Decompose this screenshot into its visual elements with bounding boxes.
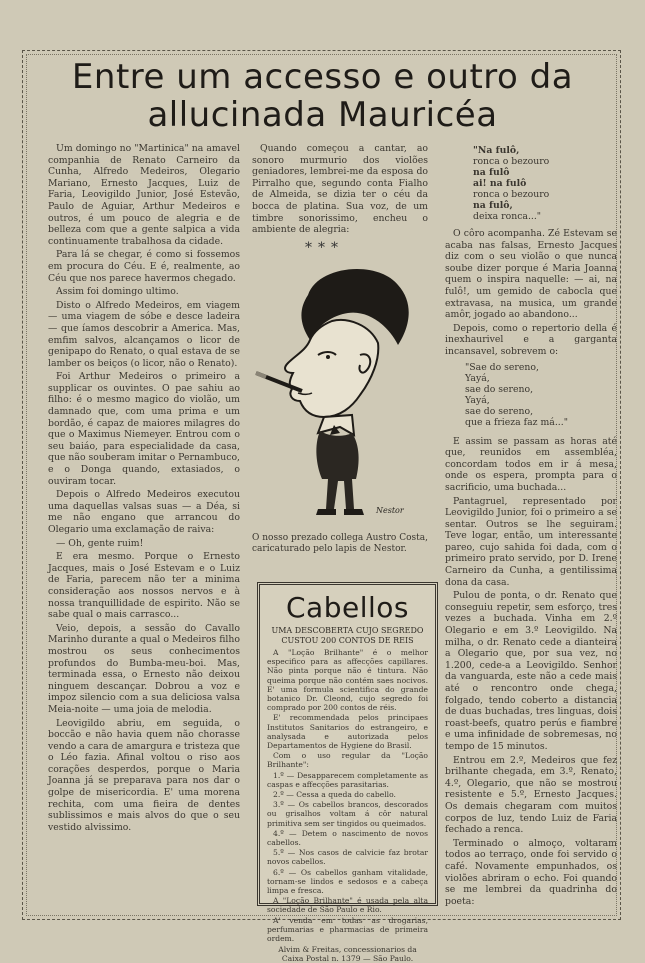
poem-line: Yayá, (465, 372, 490, 384)
ad-footer: Alvim & Freitas, concessionarios da Caixa Postal n. 1379 — São Paulo. (278, 945, 417, 963)
paragraph: Para lá se chegar, é como si fossemos em procura do Céu. E é, realmente, ao Céu que nos parece havermos chegado. (48, 249, 240, 284)
ad-paragraph: 4.º — Detem o nascimento de novos cabellos. (267, 828, 428, 848)
ad-paragraph: A' venda em todas as drogarias, perfumarias e pharmacias de primeira ordem. (267, 915, 428, 944)
ad-paragraph: A "Loção Brilhante" é o melhor especifico para as affecções capillares. Não pinta porque não é tintura. Não queima porque não contém saes nocivos. E' uma formula scientifica do grande botanico Dr. Cleond, cujo segredo foi comprado por 200 contos de réis. (267, 648, 428, 713)
ad-body (267, 648, 428, 963)
article-column-2 (252, 143, 428, 253)
poem-line: na fulô, (473, 200, 513, 211)
poem-line: na fulô (473, 167, 510, 178)
ad-paragraph: Com o uso regular da "Loção Brilhante": (267, 751, 428, 770)
poem-line: "Sae do sereno, (465, 361, 539, 373)
article-title-line-1: Entre um accesso e outro da (71, 57, 574, 97)
article-column-3 (445, 143, 617, 907)
ad-subtitle: UMA DESCOBERTA CUJO SEGREDO CUSTOU 200 CONTOS DE REIS (271, 626, 424, 645)
poem-line: deixa ronca..." (473, 211, 542, 222)
paragraph: Terminado o almoço, voltaram todos ao terraço, onde foi servido o café. Novamente empunhados, os violões abriram o echo. Foi quando se me lembrei da quadrinha do poeta: (445, 837, 617, 907)
paragraph: Pulou de ponta, o dr. Renato que conseguiu repetir, sem esforço, tres vezes a buchada. Vinha em 2.º Olegario e em 3.º Leovigildo. Na milha, o dr. Renato cede a dianteira a Olegario que, por sua vez, no 1.200, cede-a a Leovigildo. Senhor da vanguarda, este não a cede mais até o rencontro onde chega, folgado, tendo coberto a distancia de duas buchadas, tres linguas, dois roast-beefs, quatro perús e fiambre e uma infinidade de sobremesas, no tempo de 15 minutos. (445, 590, 617, 752)
paragraph: Entrou em 2.º, Medeiros que fez brilhante chegada, em 3.º, Renato, 4.º, Olegario, que não se mostrou resistente e 5.º, Ernesto Jacques. Os demais chegaram com muitos corpos de luz, tendo Luiz de Faria fechado a renca. (445, 754, 617, 836)
section-separator: *** (305, 240, 344, 256)
paragraph: Leovigildo abriu, em seguida, o boccão e não havia quem não chorasse vendo a cara de amargura e tristeza que o Léo fazia. Afinal voltou o riso aos corações desperdos, porque o Maria Joanna já se preparava para nos dar o golpe de misericordia. E' uma morena rechita, com uma fieira de dentes sublissimos e mais alvos do que o seu vestido alvissimo. (48, 717, 240, 833)
paragraph: Quando começou a cantar, ao sonoro murmurio dos violões geniadores, lembrei-me da esposa do Pirralho que, segundo conta Fialho de Almeida, se dizia ter o céu da bocca de platina. Sua voz, de um timbre sonorissimo, encheu o ambiente de alegria: (252, 143, 428, 236)
ad-paragraph: 3.º — Os cabellos brancos, descorados ou grisalhos voltam á côr natural primitiva sem ser tingidos ou queimados. (267, 800, 428, 828)
poem-line: ronca o bezouro (473, 189, 550, 200)
caricature-caption: O nosso prezado collega Austro Costa, caricaturado pelo lapis de Nestor. (252, 533, 428, 554)
caricature-illustration (248, 255, 428, 525)
paragraph: E era mesmo. Porque o Ernesto Jacques, mais o José Estevam e o Luiz de Faria, parecem não ter a minima consideração aos nossos nervos e à nossa tranquillidade de espirito. Não se sabe qual o mais carrasco... (48, 551, 240, 621)
ad-paragraph: 6.º — Os cabellos ganham vitalidade, tornam-se lindos e sedosos e a cabeça limpa e fresca. (267, 867, 428, 896)
paragraph: Assim foi domingo ultimo. (56, 286, 179, 298)
poem-line: sae do sereno, (465, 405, 534, 417)
article-title (30, 58, 615, 134)
caricature-feet (316, 509, 364, 515)
caricature-legs (326, 479, 354, 509)
article-column-1 (48, 143, 240, 873)
paragraph: Veio, depois, a sessão do Cavallo Marinho durante a qual o Medeiros filho mostrou os seus conhecimentos profundos do Bumba-meu-boi. Mas, terminada essa, o Ernesto não deixou ninguem descançar. Dobrou a voz e impoz silencio com a sua deliciosa valsa Meia-noite — uma joia de melodia. (48, 622, 240, 715)
ad-paragraph: 1.º — Desapparecem completamente as caspas e affecções parasitarias. (267, 770, 428, 789)
article-title-line-2: allucinada Mauricéa (147, 95, 498, 135)
paragraph: Depois o Alfredo Medeiros executou uma daquellas valsas suas — a Déa, si me não engano que arrancou do Olegario uma exclamação de raiva: (48, 489, 240, 535)
paragraph: E assim se passam as horas até que, reunidos em assembléa, concordam todos em ir á mesa, onde os espera, prompta para o sacrificio, uma buchada... (445, 435, 617, 493)
ad-paragraph: 2.º — Cessa a queda do cabello. (273, 790, 396, 800)
paragraph: — Oh, gente ruim! (56, 537, 144, 549)
poem-line: Yayá, (465, 394, 490, 406)
paragraph: Foi Arthur Medeiros o primeiro a supplicar os ouvintes. O pae sahiu ao filho: é o mesmo magico do violão, um damnado que, com uma prima e um bordão, é capaz de maiores milagres do que o Maximus Niemeyer. Entrou com o seu baiáo, para especialidade da casa, que não souberam imitar o Pernambuco, e o Donga quando, extasiados, o ouviram tocar. (48, 371, 240, 487)
paragraph: Disto o Alfredo Medeiros, em viagem — uma viagem de sóbe e desce ladeira — que íamos descobrir a America. Mas, emfim salvos, alcançamos o licor de genipapo do Renato, o qual estava de se lamber os beiços (o licor, não o Renato). (48, 299, 240, 369)
ad-paragraph: A "Loção Brilhante" é usada pela alta sociedade de São Paulo e Rio. (267, 896, 428, 915)
caricature-signature: Nestor (376, 506, 404, 515)
paragraph: Um domingo no "Martinica" na amavel companhia de Renato Carneiro da Cunha, Alfredo Medeiros, Olegario Mariano, Ernesto Jacques, Luiz de Faria, Leovigildo Junior, José Estevão, Paulo de Aguiar, Arthur Medeiros e outros, é um pouco de alegria e de belleza com que a gente salpica a vida continuamente trabalhosa da cidade. (48, 143, 240, 247)
poem-na-fulo (473, 145, 617, 222)
poem-line: que a frieza faz má..." (465, 416, 568, 428)
poem-line: "Na fulô, (473, 145, 520, 156)
poem-sae-do-sereno (465, 362, 617, 428)
paragraph: Depois, como o repertorio della é inexhaurivel e a garganta incansavel, sobrevem o: (445, 322, 617, 357)
paragraph: Pantagruel, representado por Leovigildo Junior, foi o primeiro a se sentar. Outros se lhe seguiram. Teve logar, então, um interessante pareo, cujo sahida foi dada, com o primeiro prato servido, por D. Irene Carneiro da Cunha, a gentilissima dona da casa. (445, 495, 617, 588)
poem-line: ai! na fulô (473, 178, 527, 189)
ad-paragraph: 5.º — Nos casos de calvicie faz brotar novos cabellos. (267, 848, 428, 867)
ad-paragraph: E' recommendada pelos principaes Institutos Sanitarios do estrangeiro, e analysada e autorizada pelos Departamentos de Hygiene do Brasil. (267, 713, 428, 751)
ad-title: Cabellos (286, 591, 409, 624)
paragraph: O côro acompanha. Zé Estevam se acaba nas falsas, Ernesto Jacques diz com o seu violão o que nunca soube dizer porque é Maria Joanna quem o inspira naquelle: — ai, na fulô!, um gemido de cabocla que extravasa, na musica, um grande amôr, jogado ao abandono... (445, 228, 617, 321)
caricature-body (316, 431, 358, 479)
poem-line: sae do sereno, (465, 383, 534, 395)
caricature-face (285, 320, 378, 417)
cabellos-advertisement (257, 582, 438, 963)
poem-line: ronca o bezouro (473, 156, 550, 167)
